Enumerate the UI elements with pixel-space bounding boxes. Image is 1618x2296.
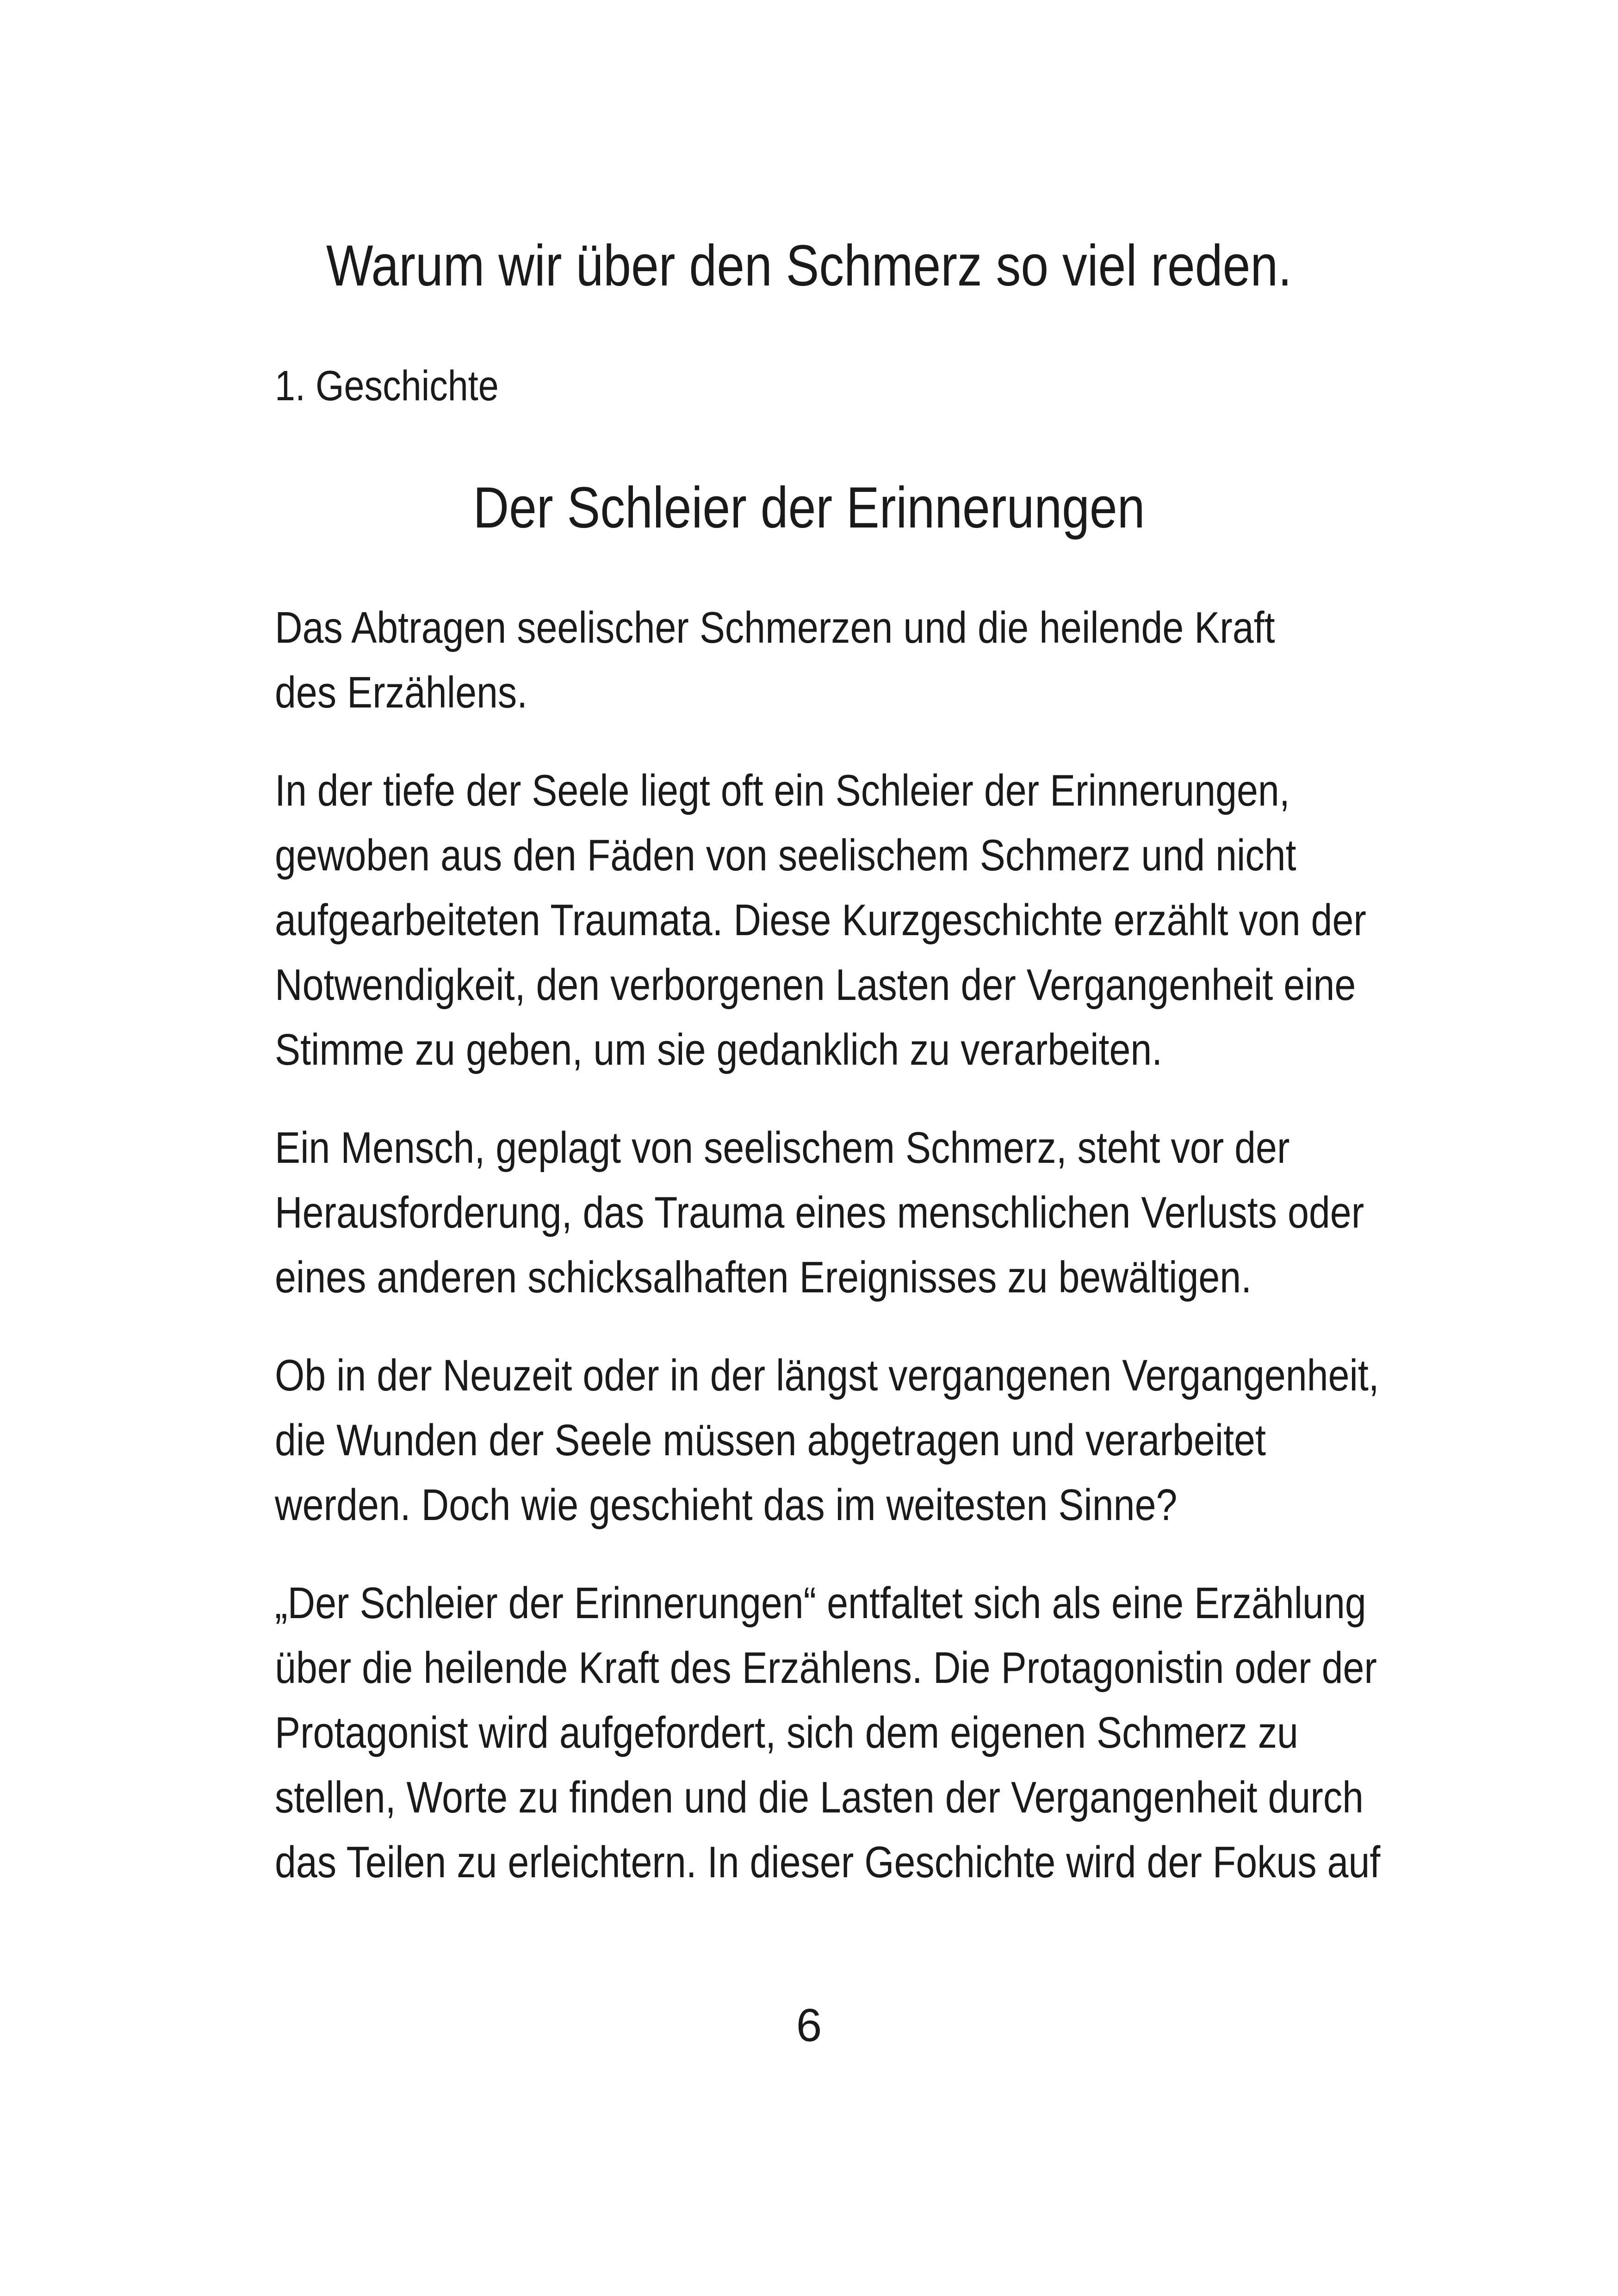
text-line: In der tiefe der Seele liegt oft ein Schleier der Erinnerungen,: [275, 766, 1290, 815]
text-line: „Der Schleier der Erinnerungen“ entfaltet sich als eine Erzählung: [275, 1578, 1366, 1628]
text-line: Ob in der Neuzeit oder in der längst vergangenen Vergangenheit,: [275, 1351, 1379, 1400]
paragraph: [275, 1571, 1385, 1895]
text-line: Notwendigkeit, den verborgenen Lasten der Vergangenheit eine: [275, 960, 1356, 1010]
text-line: eines anderen schicksalhaften Ereignisses zu bewältigen.: [275, 1253, 1252, 1302]
body-text: [275, 596, 1385, 1928]
text-line: die Wunden der Seele müssen abgetragen und verarbeitet: [275, 1415, 1266, 1465]
text-line: aufgearbeiteten Traumata. Diese Kurzgeschichte erzählt von der: [275, 895, 1366, 945]
text-line: gewoben aus den Fäden von seelischem Schmerz und nicht: [275, 831, 1296, 880]
text-line: das Teilen zu erleichtern. In dieser Geschichte wird der Fokus auf: [275, 1837, 1381, 1887]
text-line: des Erzählens.: [275, 668, 528, 717]
page-number: 6: [796, 1999, 822, 2051]
text-line: Herausforderung, das Trauma eines menschlichen Verlusts oder: [275, 1188, 1364, 1237]
text-line: Stimme zu geben, um sie gedanklich zu verarbeiten.: [275, 1025, 1163, 1074]
chapter-label: 1. Geschichte: [275, 362, 499, 410]
paragraph-subtitle: [275, 596, 1385, 725]
paragraph: [275, 1343, 1385, 1538]
text-line: Das Abtragen seelischer Schmerzen und die heilende Kraft: [275, 603, 1275, 652]
text-line: stellen, Worte zu finden und die Lasten der Vergangenheit durch: [275, 1773, 1364, 1822]
text-line: werden. Doch wie geschieht das im weitesten Sinne?: [275, 1480, 1178, 1530]
text-line: über die heilende Kraft des Erzählens. Die Protagonistin oder der: [275, 1643, 1377, 1693]
text-line: Protagonist wird aufgefordert, sich dem eigenen Schmerz zu: [275, 1708, 1298, 1757]
paragraph: [275, 1116, 1385, 1310]
story-title: Der Schleier der Erinnerungen: [473, 476, 1145, 540]
paragraph: [275, 758, 1385, 1082]
main-title: Warum wir über den Schmerz so viel reden.: [326, 234, 1292, 298]
text-line: Ein Mensch, geplagt von seelischem Schmerz, steht vor der: [275, 1123, 1290, 1173]
